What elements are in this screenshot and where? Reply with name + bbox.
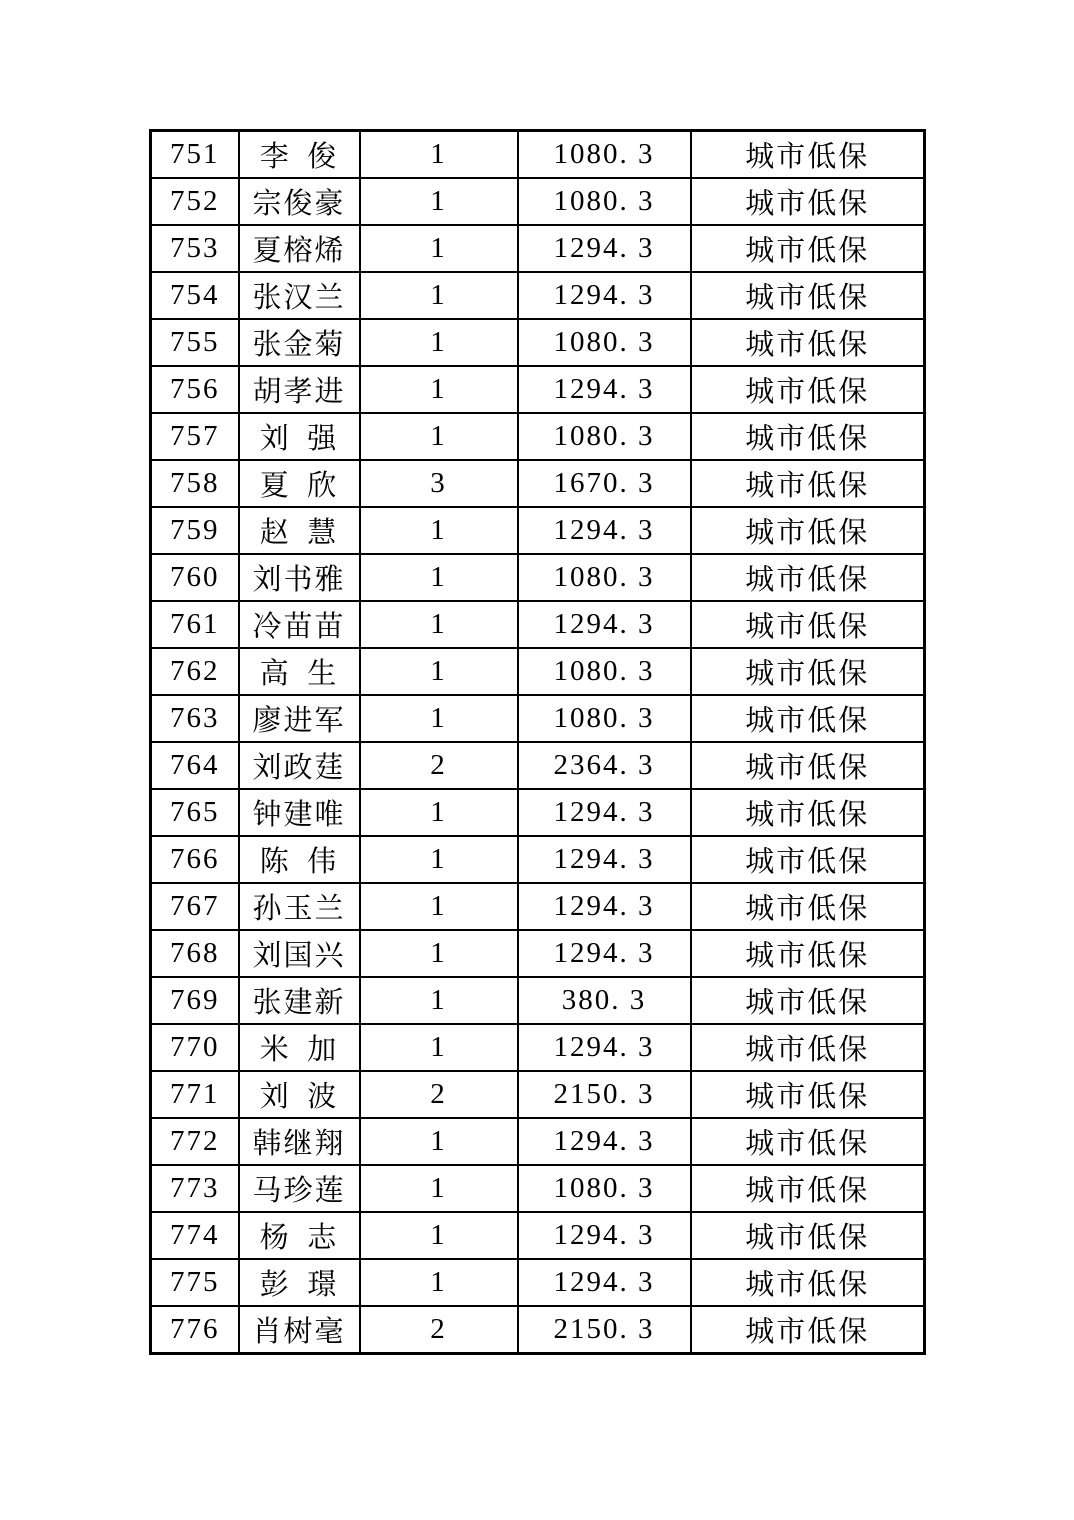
name-cell: 刘 波 bbox=[239, 1071, 360, 1118]
name-cell: 钟建唯 bbox=[239, 789, 360, 836]
name-cell: 张金菊 bbox=[239, 319, 360, 366]
row-number-cell: 754 bbox=[151, 272, 239, 319]
name-cell: 张建新 bbox=[239, 977, 360, 1024]
table-row bbox=[151, 1259, 925, 1306]
household-count-cell: 1 bbox=[360, 977, 518, 1024]
household-count-cell: 2 bbox=[360, 1306, 518, 1354]
row-number-cell: 769 bbox=[151, 977, 239, 1024]
name-cell: 彭 璟 bbox=[239, 1259, 360, 1306]
household-count-cell: 1 bbox=[360, 366, 518, 413]
table-row bbox=[151, 366, 925, 413]
category-cell: 城市低保 bbox=[691, 789, 925, 836]
household-count-cell: 1 bbox=[360, 1118, 518, 1165]
category-cell: 城市低保 bbox=[691, 319, 925, 366]
row-number-cell: 752 bbox=[151, 178, 239, 225]
category-cell: 城市低保 bbox=[691, 554, 925, 601]
row-number-cell: 765 bbox=[151, 789, 239, 836]
amount-cell: 1294. 3 bbox=[518, 507, 691, 554]
household-count-cell: 2 bbox=[360, 1071, 518, 1118]
household-count-cell: 3 bbox=[360, 460, 518, 507]
amount-cell: 380. 3 bbox=[518, 977, 691, 1024]
amount-cell: 1294. 3 bbox=[518, 272, 691, 319]
household-count-cell: 1 bbox=[360, 883, 518, 930]
row-number-cell: 774 bbox=[151, 1212, 239, 1259]
table-row bbox=[151, 789, 925, 836]
amount-cell: 2150. 3 bbox=[518, 1306, 691, 1354]
household-count-cell: 1 bbox=[360, 225, 518, 272]
amount-cell: 1294. 3 bbox=[518, 789, 691, 836]
row-number-cell: 766 bbox=[151, 836, 239, 883]
table-row bbox=[151, 836, 925, 883]
table-row bbox=[151, 554, 925, 601]
row-number-cell: 759 bbox=[151, 507, 239, 554]
category-cell: 城市低保 bbox=[691, 977, 925, 1024]
category-cell: 城市低保 bbox=[691, 1118, 925, 1165]
name-cell: 高 生 bbox=[239, 648, 360, 695]
category-cell: 城市低保 bbox=[691, 1165, 925, 1212]
household-count-cell: 1 bbox=[360, 648, 518, 695]
amount-cell: 1294. 3 bbox=[518, 366, 691, 413]
household-count-cell: 1 bbox=[360, 1259, 518, 1306]
amount-cell: 1294. 3 bbox=[518, 930, 691, 977]
household-count-cell: 1 bbox=[360, 507, 518, 554]
category-cell: 城市低保 bbox=[691, 507, 925, 554]
amount-cell: 1080. 3 bbox=[518, 648, 691, 695]
name-cell: 刘书雅 bbox=[239, 554, 360, 601]
row-number-cell: 756 bbox=[151, 366, 239, 413]
row-number-cell: 758 bbox=[151, 460, 239, 507]
category-cell: 城市低保 bbox=[691, 742, 925, 789]
row-number-cell: 776 bbox=[151, 1306, 239, 1354]
table-row bbox=[151, 977, 925, 1024]
name-cell: 李 俊 bbox=[239, 131, 360, 179]
name-cell: 韩继翔 bbox=[239, 1118, 360, 1165]
table-row bbox=[151, 1306, 925, 1354]
amount-cell: 1670. 3 bbox=[518, 460, 691, 507]
household-count-cell: 1 bbox=[360, 1212, 518, 1259]
amount-cell: 1080. 3 bbox=[518, 413, 691, 460]
table-row bbox=[151, 883, 925, 930]
row-number-cell: 770 bbox=[151, 1024, 239, 1071]
household-count-cell: 1 bbox=[360, 789, 518, 836]
row-number-cell: 764 bbox=[151, 742, 239, 789]
table-row bbox=[151, 1024, 925, 1071]
category-cell: 城市低保 bbox=[691, 460, 925, 507]
table-row bbox=[151, 1165, 925, 1212]
table-row bbox=[151, 507, 925, 554]
amount-cell: 1080. 3 bbox=[518, 178, 691, 225]
amount-cell: 1080. 3 bbox=[518, 695, 691, 742]
category-cell: 城市低保 bbox=[691, 601, 925, 648]
name-cell: 刘国兴 bbox=[239, 930, 360, 977]
amount-cell: 1294. 3 bbox=[518, 1259, 691, 1306]
row-number-cell: 755 bbox=[151, 319, 239, 366]
benefits-table bbox=[149, 129, 926, 1355]
household-count-cell: 1 bbox=[360, 1165, 518, 1212]
category-cell: 城市低保 bbox=[691, 272, 925, 319]
household-count-cell: 1 bbox=[360, 836, 518, 883]
row-number-cell: 757 bbox=[151, 413, 239, 460]
amount-cell: 1294. 3 bbox=[518, 601, 691, 648]
amount-cell: 1080. 3 bbox=[518, 131, 691, 179]
name-cell: 刘 强 bbox=[239, 413, 360, 460]
name-cell: 冷苗苗 bbox=[239, 601, 360, 648]
row-number-cell: 763 bbox=[151, 695, 239, 742]
category-cell: 城市低保 bbox=[691, 883, 925, 930]
table-row bbox=[151, 413, 925, 460]
category-cell: 城市低保 bbox=[691, 1024, 925, 1071]
amount-cell: 2364. 3 bbox=[518, 742, 691, 789]
table-row bbox=[151, 930, 925, 977]
household-count-cell: 1 bbox=[360, 695, 518, 742]
household-count-cell: 1 bbox=[360, 131, 518, 179]
category-cell: 城市低保 bbox=[691, 1306, 925, 1354]
name-cell: 宗俊豪 bbox=[239, 178, 360, 225]
household-count-cell: 1 bbox=[360, 601, 518, 648]
table-row bbox=[151, 601, 925, 648]
table-row bbox=[151, 178, 925, 225]
name-cell: 孙玉兰 bbox=[239, 883, 360, 930]
category-cell: 城市低保 bbox=[691, 1259, 925, 1306]
table-row bbox=[151, 648, 925, 695]
name-cell: 刘政莛 bbox=[239, 742, 360, 789]
amount-cell: 1080. 3 bbox=[518, 554, 691, 601]
household-count-cell: 1 bbox=[360, 554, 518, 601]
name-cell: 马珍莲 bbox=[239, 1165, 360, 1212]
household-count-cell: 1 bbox=[360, 930, 518, 977]
name-cell: 肖树毫 bbox=[239, 1306, 360, 1354]
household-count-cell: 1 bbox=[360, 1024, 518, 1071]
row-number-cell: 771 bbox=[151, 1071, 239, 1118]
amount-cell: 1294. 3 bbox=[518, 1118, 691, 1165]
name-cell: 廖进军 bbox=[239, 695, 360, 742]
row-number-cell: 772 bbox=[151, 1118, 239, 1165]
row-number-cell: 773 bbox=[151, 1165, 239, 1212]
amount-cell: 2150. 3 bbox=[518, 1071, 691, 1118]
household-count-cell: 1 bbox=[360, 413, 518, 460]
row-number-cell: 751 bbox=[151, 131, 239, 179]
category-cell: 城市低保 bbox=[691, 131, 925, 179]
row-number-cell: 761 bbox=[151, 601, 239, 648]
household-count-cell: 1 bbox=[360, 319, 518, 366]
household-count-cell: 1 bbox=[360, 178, 518, 225]
name-cell: 胡孝进 bbox=[239, 366, 360, 413]
category-cell: 城市低保 bbox=[691, 225, 925, 272]
table-row bbox=[151, 225, 925, 272]
name-cell: 赵 慧 bbox=[239, 507, 360, 554]
category-cell: 城市低保 bbox=[691, 366, 925, 413]
name-cell: 张汉兰 bbox=[239, 272, 360, 319]
category-cell: 城市低保 bbox=[691, 1071, 925, 1118]
household-count-cell: 1 bbox=[360, 272, 518, 319]
category-cell: 城市低保 bbox=[691, 930, 925, 977]
name-cell: 陈 伟 bbox=[239, 836, 360, 883]
amount-cell: 1080. 3 bbox=[518, 319, 691, 366]
table-row bbox=[151, 1118, 925, 1165]
table-row bbox=[151, 695, 925, 742]
row-number-cell: 762 bbox=[151, 648, 239, 695]
name-cell: 夏 欣 bbox=[239, 460, 360, 507]
amount-cell: 1080. 3 bbox=[518, 1165, 691, 1212]
table-row bbox=[151, 131, 925, 179]
category-cell: 城市低保 bbox=[691, 695, 925, 742]
category-cell: 城市低保 bbox=[691, 413, 925, 460]
row-number-cell: 767 bbox=[151, 883, 239, 930]
table-row bbox=[151, 1212, 925, 1259]
household-count-cell: 2 bbox=[360, 742, 518, 789]
table-row bbox=[151, 460, 925, 507]
name-cell: 杨 志 bbox=[239, 1212, 360, 1259]
row-number-cell: 775 bbox=[151, 1259, 239, 1306]
amount-cell: 1294. 3 bbox=[518, 1024, 691, 1071]
table-row bbox=[151, 272, 925, 319]
table-row bbox=[151, 1071, 925, 1118]
category-cell: 城市低保 bbox=[691, 836, 925, 883]
table-body bbox=[151, 131, 925, 1354]
amount-cell: 1294. 3 bbox=[518, 883, 691, 930]
category-cell: 城市低保 bbox=[691, 178, 925, 225]
row-number-cell: 753 bbox=[151, 225, 239, 272]
category-cell: 城市低保 bbox=[691, 648, 925, 695]
name-cell: 米 加 bbox=[239, 1024, 360, 1071]
row-number-cell: 760 bbox=[151, 554, 239, 601]
table-row bbox=[151, 742, 925, 789]
name-cell: 夏榕烯 bbox=[239, 225, 360, 272]
amount-cell: 1294. 3 bbox=[518, 1212, 691, 1259]
amount-cell: 1294. 3 bbox=[518, 225, 691, 272]
category-cell: 城市低保 bbox=[691, 1212, 925, 1259]
table-row bbox=[151, 319, 925, 366]
amount-cell: 1294. 3 bbox=[518, 836, 691, 883]
row-number-cell: 768 bbox=[151, 930, 239, 977]
